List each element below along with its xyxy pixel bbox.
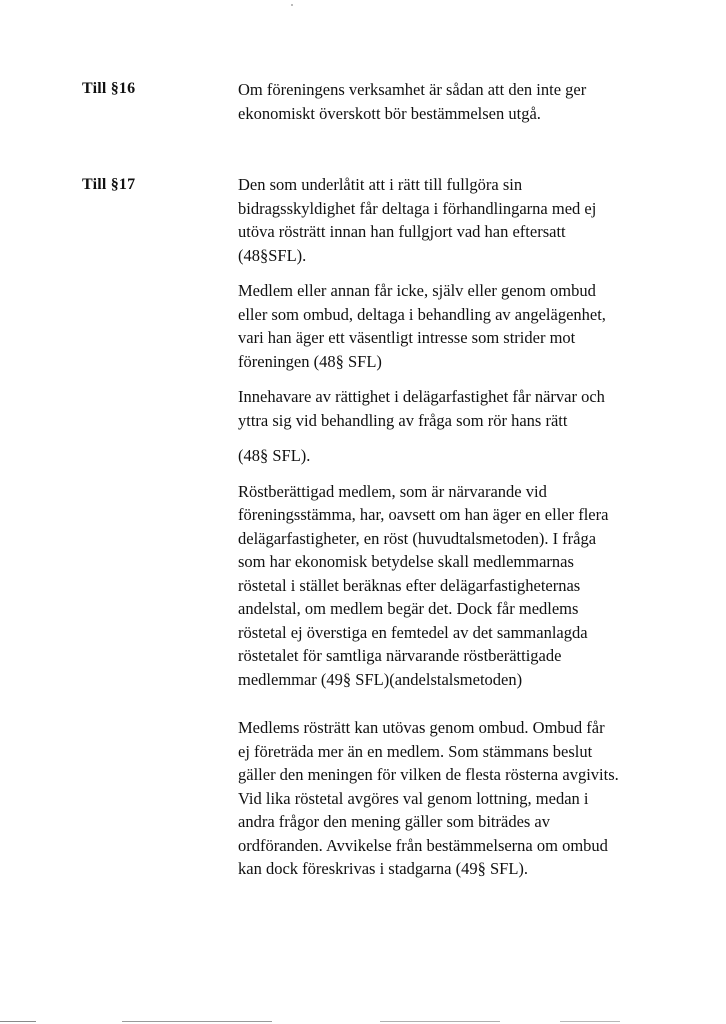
scan-speck <box>291 4 293 6</box>
scan-rule <box>560 1021 620 1022</box>
paragraph: (48§ SFL). <box>238 446 311 465</box>
scan-rule <box>0 1021 36 1022</box>
paragraph: Den som underlåtit att i rätt till fullgöra sin bidragsskyldighet får deltaga i förhandlingarna med ej utöva rösträtt innan han fullgjort vad han eftersatt (48§SFL). <box>238 175 597 265</box>
section-heading-16: Till §16 <box>82 80 136 97</box>
paragraph: Medlems rösträtt kan utövas genom ombud. Ombud får ej företräda mer än en medlem. Som stämmans beslut gäller den meningen för vilken de flesta rösterna avgivits. Vid lika röstetal avgöres val genom lottning, medan i andra frågor den mening gäller som biträdes av ordföranden. Avvikelse från bestämmelserna om ombud kan dock föreskrivas i stadgarna (49§ SFL). <box>238 718 619 878</box>
paragraph: Medlem eller annan får icke, själv eller genom ombud eller som ombud, deltaga i behandling av angelägenhet, vari han äger ett väsentligt intresse som strider mot föreningen (48§ SFL) <box>238 281 606 371</box>
paragraph: Röstberättigad medlem, som är närvarande vid föreningsstämma, har, oavsett om han äger en eller flera delägarfastigheter, en röst (huvudtalsmetoden). I fråga som har ekonomisk betydelse skall medlemmarnas röstetal i stället beräknas efter delägarfastigheternas andelstal, om medlem begär det. Dock får medlems röstetal ej överstiga en femtedel av det sammanlagda röstetalet för samtliga närvarande röstberättigade medlemmar (49§ SFL)(andelstalsmetoden) <box>238 481 609 689</box>
section-heading-17: Till §17 <box>82 176 136 193</box>
scan-rule <box>122 1021 272 1022</box>
paragraph: Innehavare av rättighet i delägarfastighet får närvar och yttra sig vid behandling av fråga som rör hans rätt <box>238 387 605 430</box>
section-body-16 <box>238 78 708 141</box>
paragraph: Om föreningens verksamhet är sådan att den inte ger ekonomiskt överskott bör bestämmelsen utgå. <box>238 80 587 123</box>
scan-rule <box>380 1021 500 1022</box>
section-body-17-continued <box>238 716 708 897</box>
section-body-17 <box>238 173 708 707</box>
